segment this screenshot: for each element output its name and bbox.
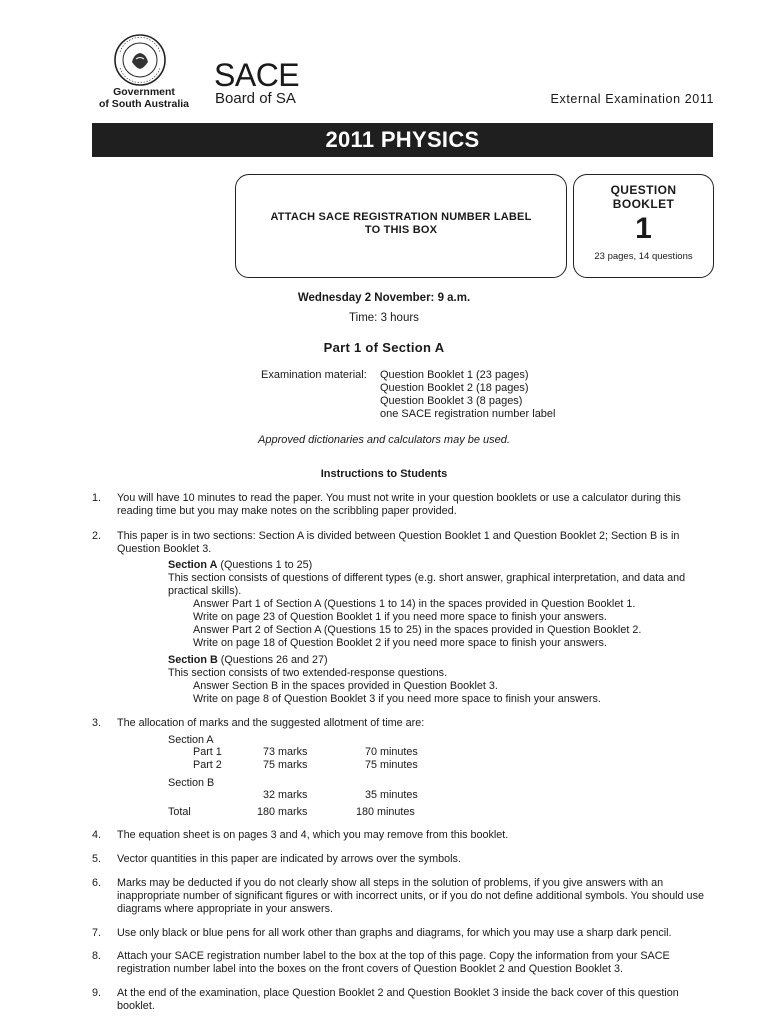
section-b-line: Answer Section B in the spaces provided in Question Booklet 3. bbox=[193, 680, 498, 692]
instructions-title: Instructions to Students bbox=[320, 468, 448, 480]
section-a-line: Answer Part 1 of Section A (Questions 1 to 14) in the spaces provided in Question Booklet 1. bbox=[193, 598, 636, 610]
section-a-line: Write on page 23 of Question Booklet 1 if you need more space to finish your answers. bbox=[193, 611, 607, 623]
part-heading: Part 1 of Section A bbox=[323, 340, 445, 355]
government-name bbox=[92, 86, 196, 110]
marks-part-label: Part 1 bbox=[193, 746, 222, 758]
marks-value: 32 marks bbox=[263, 789, 308, 801]
exam-material-label: Examination material: bbox=[261, 369, 367, 381]
section-b-range: (Questions 26 and 27) bbox=[217, 654, 328, 666]
booklet-pages: 23 pages, 14 questions bbox=[594, 251, 693, 262]
external-exam-label: External Examination 2011 bbox=[550, 92, 714, 106]
exam-material-item: Question Booklet 3 (8 pages) bbox=[380, 395, 523, 407]
instruction-text: This paper is in two sections: Section A is divided between Question Booklet 1 and Question Booklet 2; Section B is in Question Booklet 3. bbox=[117, 530, 680, 555]
instruction-text: The allocation of marks and the suggested allotment of time are: bbox=[117, 717, 425, 729]
exam-material-item: one SACE registration number label bbox=[380, 408, 556, 420]
marks-time: 70 minutes bbox=[365, 746, 418, 758]
instruction-text: Attach your SACE registration number label to the box at the top of this page. Copy the information from your SACE registration number label into the boxes on the front covers of Question Booklet 2 and Question Booklet 3. bbox=[117, 950, 670, 975]
instruction-number: 9. bbox=[92, 987, 102, 999]
section-b-desc: This section consists of two extended-response questions. bbox=[168, 667, 448, 679]
marks-time: 75 minutes bbox=[365, 759, 418, 771]
marks-time: 180 minutes bbox=[356, 806, 415, 818]
marks-part-label: Part 2 bbox=[193, 759, 222, 771]
section-a-line: Answer Part 2 of Section A (Questions 15 to 25) in the spaces provided in Question Booklet 2. bbox=[193, 624, 642, 636]
instruction-text: Marks may be deducted if you do not clearly show all steps in the solution of problems, if you give answers with an inappropriate number of significant figures or with incorrect units, or if you do not define additional symbols. You should use diagrams where appropriate in your answers. bbox=[117, 877, 704, 915]
instruction-text: You will have 10 minutes to read the paper. You must not write in your question booklets or use a calculator during this reading time but you may make notes on the scribbling paper provided. bbox=[117, 492, 681, 517]
section-a-desc: This section consists of questions of different types (e.g. short answer, graphical interpretation, and data and practical skills). bbox=[168, 572, 686, 597]
booklet-number: 1 bbox=[635, 212, 652, 245]
section-b-heading bbox=[168, 654, 717, 667]
section-a-line: Write on page 18 of Question Booklet 2 if you need more space to finish your answers. bbox=[193, 637, 607, 649]
sace-logo-text: SACE bbox=[214, 57, 300, 93]
government-line-2: of South Australia bbox=[98, 98, 190, 110]
instruction-text: The equation sheet is on pages 3 and 4, which you may remove from this booklet. bbox=[117, 829, 509, 841]
instruction-text: Use only black or blue pens for all work other than graphs and diagrams, for which you may use a sharp dark pencil. bbox=[117, 927, 672, 939]
approved-note: Approved dictionaries and calculators may be used. bbox=[258, 434, 510, 446]
qb-line-2: BOOKLET bbox=[612, 197, 675, 211]
instruction-number: 2. bbox=[92, 530, 102, 542]
instruction-number: 8. bbox=[92, 950, 102, 962]
label-line-2: TO THIS BOX bbox=[364, 224, 438, 236]
exam-date: Wednesday 2 November: 9 a.m. bbox=[297, 292, 471, 304]
section-b-line: Write on page 8 of Question Booklet 3 if you need more space to finish your answers. bbox=[193, 693, 601, 705]
south-australia-crest-logo bbox=[112, 32, 168, 88]
marks-section-a: Section A bbox=[168, 734, 214, 746]
instruction-text: Vector quantities in this paper are indicated by arrows over the symbols. bbox=[117, 853, 461, 865]
instruction-number: 7. bbox=[92, 927, 102, 939]
section-a-heading bbox=[168, 559, 717, 572]
marks-section-b: Section B bbox=[168, 777, 215, 789]
page-title: 2011 PHYSICS bbox=[325, 127, 480, 152]
instruction-number: 6. bbox=[92, 877, 102, 889]
section-a-range: (Questions 1 to 25) bbox=[217, 559, 313, 571]
instruction-number: 5. bbox=[92, 853, 102, 865]
section-a-title: Section A bbox=[168, 559, 218, 571]
marks-time: 35 minutes bbox=[365, 789, 418, 801]
label-line-1: ATTACH SACE REGISTRATION NUMBER LABEL bbox=[270, 211, 532, 223]
question-booklet-heading bbox=[573, 183, 714, 211]
marks-value: 180 marks bbox=[257, 806, 308, 818]
qb-line-1: QUESTION bbox=[610, 183, 677, 197]
instruction-text: At the end of the examination, place Question Booklet 2 and Question Booklet 3 inside the back cover of this question booklet. bbox=[117, 987, 679, 1012]
exam-material-item: Question Booklet 1 (23 pages) bbox=[380, 369, 529, 381]
marks-value: 73 marks bbox=[263, 746, 308, 758]
government-line-1: Government bbox=[113, 86, 175, 98]
instruction-number: 3. bbox=[92, 717, 102, 729]
section-b-title: Section B bbox=[168, 654, 218, 666]
marks-total-label: Total bbox=[168, 806, 191, 818]
exam-material-item: Question Booklet 2 (18 pages) bbox=[380, 382, 529, 394]
registration-label-text bbox=[235, 211, 567, 237]
marks-value: 75 marks bbox=[263, 759, 308, 771]
instruction-number: 1. bbox=[92, 492, 102, 504]
exam-time: Time: 3 hours bbox=[349, 312, 419, 324]
board-name: Board of SA bbox=[215, 90, 296, 107]
instruction-number: 4. bbox=[92, 829, 102, 841]
